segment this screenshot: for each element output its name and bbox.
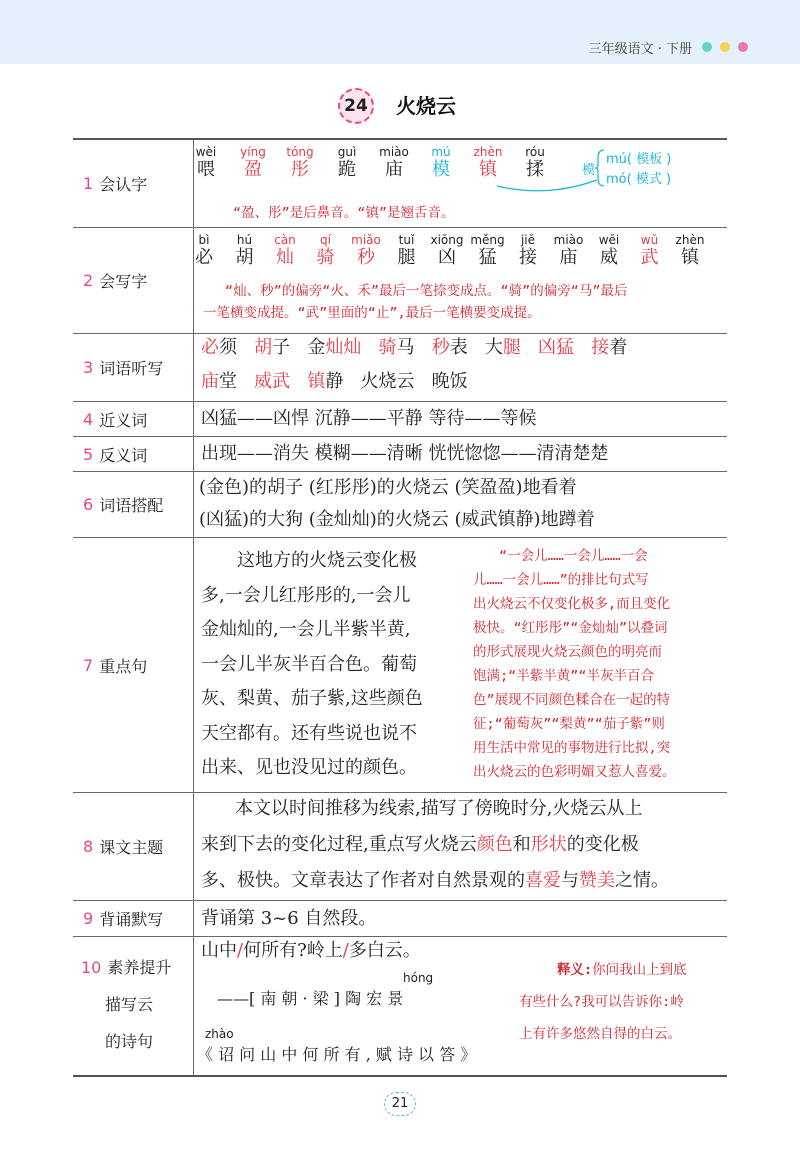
row-label: [73, 140, 194, 227]
char-pinyin: xiōng: [430, 233, 464, 247]
polyphone-reading-1: mú( 模板 ): [606, 152, 672, 167]
char-cell: [418, 145, 464, 181]
char-pinyin: bì: [198, 233, 210, 247]
theme-line-1: 本文以时间推移为线索,描写了傍晚时分,火烧云从上: [235, 798, 643, 819]
key-sentence-line: 多,一会儿红彤彤的,一会儿: [201, 584, 411, 606]
row-number: 5: [83, 444, 94, 464]
poem-title: 《 诏 问 山 中 何 所 有 , 赋 诗 以 答 》: [197, 1045, 477, 1064]
char-hanzi: 模: [432, 159, 450, 180]
top-banner: [0, 0, 800, 64]
char-cell: [183, 145, 229, 181]
char-hanzi: 接: [519, 247, 537, 268]
char-hanzi: 骑: [316, 247, 335, 268]
char-pinyin: róu: [525, 145, 545, 159]
row-antonym: [73, 437, 727, 472]
row-number: 1: [83, 174, 94, 193]
key-sentence-line: 出来、见也没见过的颜色。: [201, 757, 417, 778]
char-hanzi: 跪: [338, 159, 356, 180]
char-hanzi: 揉: [526, 159, 544, 180]
row-number: 10: [81, 958, 102, 977]
row-label-text: 课文主题: [99, 838, 164, 857]
char-hanzi: 秒: [357, 247, 375, 268]
char-pinyin: miào: [553, 233, 584, 247]
char-hanzi: 庙: [559, 247, 578, 268]
row-label-text: 词语听写: [99, 359, 164, 378]
char-cell: [465, 233, 511, 269]
char-pinyin: wèi: [195, 145, 217, 159]
char-pinyin: zhèn: [675, 233, 705, 247]
polyphone-box: [582, 146, 722, 190]
write-note-1: “灿、秒”的偏旁“火、禾”最后一笔捺变成点。“骑”的偏旁“马”最后: [225, 283, 628, 299]
explanation-line-3: 上有许多悠然自得的白云。: [519, 1026, 681, 1042]
row-write: [73, 228, 727, 334]
row-dictation: [73, 334, 727, 402]
char-pinyin: wēi: [598, 233, 620, 247]
char-cell: [546, 233, 592, 269]
char-pinyin: tuǐ: [398, 233, 415, 247]
key-sentence-line: 金灿灿的,一会儿半紫半黄,: [201, 619, 411, 640]
dictation-line-1: 必须 胡子 金灿灿 骑马 秒表 大腿 凶猛 接着: [201, 337, 628, 358]
char-hanzi: 镇: [681, 247, 699, 268]
char-hanzi: 威: [600, 247, 618, 268]
char-cell: [277, 145, 323, 181]
row-label-text: 重点句: [99, 656, 148, 676]
lesson-number-badge: 24: [338, 88, 374, 124]
row-label-text: 素养提升: [107, 958, 172, 977]
book-title: 三年级语文 · 下册: [588, 42, 692, 57]
key-sentence-line: 灰、梨黄、茄子紫,这些颜色: [201, 688, 423, 709]
row-sublabel-2: 的诗句: [105, 1032, 154, 1051]
antonym-text: 出现——消失 模糊——清晰 恍恍惚惚——清清楚楚: [201, 443, 609, 464]
char-cell: [181, 233, 227, 269]
row-label: [73, 402, 194, 436]
char-cell: [667, 233, 713, 269]
key-sentence-line: 这地方的火烧云变化极: [237, 550, 417, 571]
char-cell: [262, 233, 308, 269]
char-cell: [424, 233, 470, 269]
char-cell: [384, 233, 430, 269]
poem-line: 山中/何所有?岭上/多白云。: [201, 940, 421, 961]
pink-dot-icon: [738, 42, 748, 52]
row-label-text: 词语搭配: [99, 496, 164, 515]
explanation-line-1: 释义:你问我山上到底: [557, 962, 687, 978]
char-pinyin: měng: [470, 233, 505, 247]
char-pinyin: qí: [320, 233, 331, 247]
row-label: [73, 228, 194, 333]
collocation-line-1: (金色)的胡子 (红彤彤)的火烧云 (笑盈盈)地看着: [199, 477, 577, 498]
lesson-header: [0, 84, 800, 124]
key-sentence-line: 天空都有。还有些说也说不: [201, 722, 417, 744]
key-sentence-note-line: 出火烧云不仅变化极多,而且变化: [473, 596, 671, 612]
row-label-text: 近义词: [99, 410, 148, 430]
key-sentence-note-line: 极快。“红彤彤”“金灿灿”以叠词: [473, 620, 668, 636]
teal-dot-icon: [702, 42, 712, 52]
key-sentence-note-line: 饱满;“半紫半黄”“半灰半百合: [473, 668, 655, 684]
dictation-line-2: 庙堂 威武 镇静 火烧云 晚饭: [201, 371, 468, 392]
key-sentence-note-line: 用生活中常见的事物进行比拟,突: [473, 740, 671, 756]
lesson-title: 火烧云: [396, 94, 456, 118]
row-label-text: 反义词: [99, 445, 148, 465]
row-number: 4: [83, 409, 94, 429]
yellow-dot-icon: [720, 42, 730, 52]
polyphone-reading-2: mó( 模式 ): [606, 172, 672, 187]
char-hanzi: 庙: [385, 159, 403, 180]
row-number: 6: [83, 495, 94, 514]
key-sentence-note-line: 色”展现不同颜色糅合在一起的特: [473, 692, 671, 708]
char-pinyin: guì: [337, 145, 357, 159]
char-pinyin: càn: [274, 233, 296, 247]
row-label-text: 会认字: [99, 175, 148, 194]
char-pinyin: miǎo: [351, 233, 381, 247]
write-note-2: 一笔横变成提。“武”里面的“止”,最后一笔横要变成提。: [203, 305, 541, 321]
char-hanzi: 猛: [478, 247, 497, 268]
char-pinyin: wǔ: [640, 233, 659, 247]
char-cell: [505, 233, 551, 269]
row-label: [73, 793, 194, 900]
row-label: [73, 437, 194, 471]
char-pinyin: mú: [431, 145, 451, 159]
theme-line-3: 多、极快。文章表达了作者对自然景观的喜爱与赞美之情。: [201, 870, 669, 891]
char-hanzi: 凶: [438, 247, 456, 268]
char-hanzi: 喂: [197, 159, 215, 180]
char-cell: [222, 233, 268, 269]
recite-text: 背诵第 3~6 自然段。: [201, 908, 377, 929]
row-theme: [73, 793, 727, 901]
char-pinyin: zhèn: [473, 145, 503, 159]
polyphone-char: 模: [582, 163, 596, 178]
row-number: 7: [83, 655, 94, 675]
char-pinyin: miào: [379, 145, 409, 159]
char-cell: [324, 145, 370, 181]
char-pinyin: yíng: [240, 145, 266, 159]
recognize-note: “盈、彤”是后鼻音。“镇”是翘舌音。: [233, 205, 455, 221]
row-label: [73, 937, 194, 1075]
collocation-line-2: (凶猛)的大狗 (金灿灿)的火烧云 (威武镇静)地蹲着: [199, 509, 595, 530]
char-pinyin: jiē: [520, 233, 536, 247]
author-pinyin: hóng: [403, 971, 434, 985]
key-sentence-note: [473, 544, 729, 784]
row-literacy: [73, 937, 727, 1075]
char-hanzi: 必: [195, 247, 213, 268]
key-sentence-note-line: 的形式展现火烧云颜色的明亮而: [473, 644, 662, 660]
row-number: 9: [83, 909, 94, 928]
char-hanzi: 胡: [235, 247, 254, 268]
explanation-line-2: 有些什么?我可以告诉你:岭: [519, 994, 684, 1010]
key-sentence-note-line: “一会儿……一会儿……一会: [499, 548, 648, 564]
study-table: [73, 138, 727, 1077]
row-number: 2: [83, 271, 94, 290]
row-collocation: [73, 472, 727, 538]
brace-icon: [595, 148, 605, 188]
row-label-text: 背诵默写: [99, 910, 164, 929]
char-cell: [586, 233, 632, 269]
char-hanzi: 盈: [244, 159, 262, 180]
char-hanzi: 镇: [479, 159, 497, 180]
page-number: 21: [384, 1092, 416, 1116]
char-hanzi: 灿: [276, 247, 294, 268]
synonym-text: 凶猛——凶悍 沉静——平静 等待——等候: [201, 408, 537, 429]
row-recognize: [73, 140, 727, 228]
key-sentence-text: [201, 544, 461, 786]
char-hanzi: 腿: [397, 247, 416, 268]
char-cell: [627, 233, 673, 269]
row-sublabel-1: 描写云: [105, 995, 154, 1014]
char-cell: [230, 145, 276, 181]
char-pinyin: hú: [236, 233, 253, 247]
row-label-text: 会写字: [99, 272, 148, 291]
title-pinyin: zhào: [205, 1027, 234, 1041]
char-hanzi: 彤: [291, 159, 309, 180]
key-sentence-note-line: 征;“葡萄灰”“梨黄”“茄子紫”则: [473, 716, 665, 732]
row-label: [73, 538, 194, 792]
key-sentence-note-line: 儿……一会儿……”的排比句式写: [473, 572, 649, 588]
row-number: 3: [83, 358, 94, 377]
theme-line-2: 来到下去的变化过程,重点写火烧云颜色和形状的变化极: [201, 834, 639, 855]
row-synonym: [73, 402, 727, 437]
row-label: [73, 901, 194, 936]
row-number: 8: [83, 837, 94, 856]
char-pinyin: tóng: [286, 145, 314, 159]
poem-author: ——[ 南 朝 · 梁 ] 陶 宏 景: [217, 989, 404, 1008]
char-hanzi: 武: [640, 247, 659, 268]
char-cell: [371, 145, 417, 181]
char-cell: [343, 233, 389, 269]
row-key-sentence: [73, 538, 727, 793]
key-sentence-line: 一会儿半灰半百合色。葡萄: [201, 653, 417, 675]
key-sentence-note-line: 出火烧云的色彩明媚又惹人喜爱。: [473, 764, 676, 780]
char-cell: [303, 233, 349, 269]
row-label: [73, 472, 194, 537]
row-label: [73, 334, 194, 401]
row-recite: [73, 901, 727, 937]
